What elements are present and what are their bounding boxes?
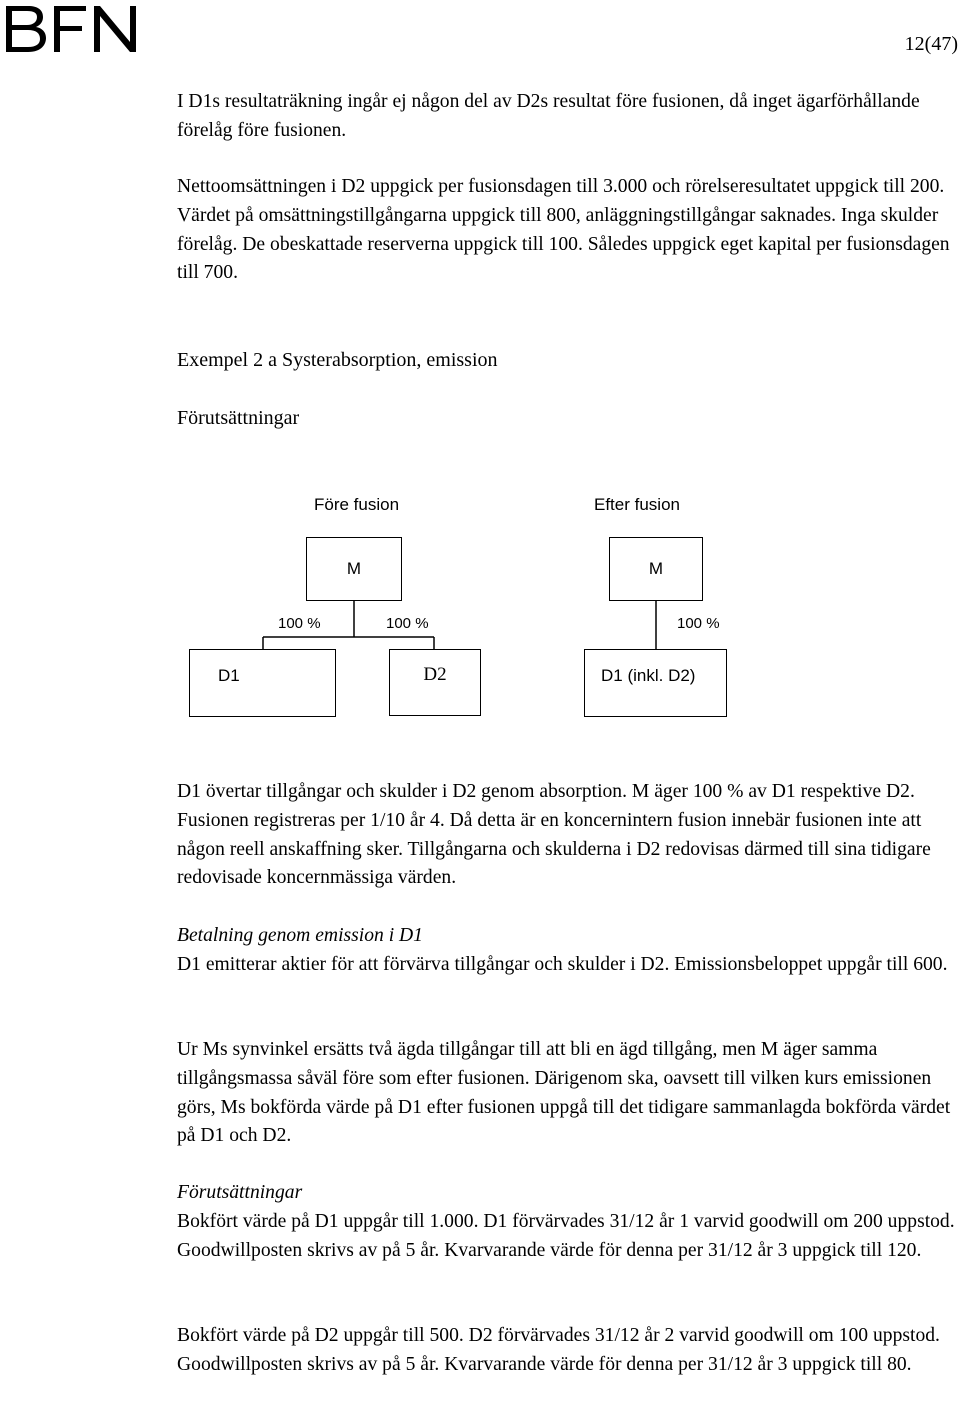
- payment-paragraph: D1 emitterar aktier för att förvärva tillgångar och skulder i D2. Emissionsbeloppet uppgår till 600.: [177, 953, 948, 975]
- intro-paragraph-2: Nettoomsättningen i D2 uppgick per fusionsdagen till 3.000 och rörelseresultatet uppgick till 200. Värdet på omsättningstillgångarna uppgick till 800, anläggningstillgångar saknades. Inga skulder förelåg. De obeskattade reserverna uppgick till 100. Således uppgick eget kapital per fusionsdagen till 700.: [177, 176, 950, 284]
- percent-d2: 100 %: [386, 615, 429, 632]
- percent-d1: 100 %: [278, 615, 321, 632]
- example-title: Exempel 2 a Systerabsorption, emission: [177, 349, 498, 371]
- child-d1-incl-d2-box: [584, 649, 727, 717]
- before-fusion-label: Före fusion: [314, 495, 400, 514]
- page-number: 12(47): [904, 33, 958, 55]
- after-fusion-label: Efter fusion: [594, 495, 680, 514]
- child-d2-label: D2: [423, 664, 447, 685]
- payment-section: [177, 922, 960, 980]
- prerequisites-heading: Förutsättningar: [177, 1182, 303, 1203]
- child-d2-box: [389, 649, 481, 716]
- intro-paragraph-1: I D1s resultaträkning ingår ej någon del av D2s resultat före fusionen, då inget ägarförhållande förelåg före fusionen.: [177, 91, 920, 141]
- bfn-logo: [2, 2, 140, 54]
- payment-heading: Betalning genom emission i D1: [177, 925, 423, 946]
- percent-after: 100 %: [677, 615, 720, 632]
- parent-m-before-box: [306, 537, 402, 601]
- child-d1-box: [189, 649, 336, 717]
- prerequisites-paragraph-d2: Bokfört värde på D2 uppgår till 500. D2 förvärvades 31/12 år 2 varvid goodwill om 100 uppstod. Goodwillposten skrivs av på 5 år. Kvarvarande värde för denna per 31/12 år 3 uppgick till 80.: [177, 1325, 940, 1375]
- example-subtitle: Förutsättningar: [177, 407, 300, 429]
- body-paragraph-m-perspective: Ur Ms synvinkel ersätts två ägda tillgångar till att bli en ägd tillgång, men M äger samma tillgångsmassa såväl före som efter fusionen. Därigenom ska, oavsett till vilken kurs emissionen görs, Ms bokförda värde på D1 efter fusionen uppgå till det tidigare sammanlagda bokförda värdet på D1 och D2.: [177, 1039, 951, 1147]
- body-paragraph-absorption: D1 övertar tillgångar och skulder i D2 genom absorption. M äger 100 % av D1 respektive D2. Fusionen registreras per 1/10 år 4. Då detta är en koncernintern fusion innebär fusionen inte att någon reell anskaffning sker. Tillgångarna och skulderna i D2 redovisas därmed till sina tidigare redovisade koncernmässiga värden.: [177, 781, 931, 889]
- parent-m-before-label: M: [346, 559, 362, 578]
- parent-m-after-label: M: [648, 559, 664, 578]
- prerequisites-paragraph-d1: Bokfört värde på D1 uppgår till 1.000. D1 förvärvades 31/12 år 1 varvid goodwill om 200 uppstod. Goodwillposten skrivs av på 5 år. Kvarvarande värde för denna per 31/12 år 3 uppgick till 120.: [177, 1210, 955, 1261]
- child-d1-label: D1: [218, 666, 240, 685]
- parent-m-after-box: [609, 537, 703, 601]
- child-d1-incl-d2-label: D1 (inkl. D2): [601, 666, 696, 685]
- prerequisites-section: [177, 1179, 960, 1265]
